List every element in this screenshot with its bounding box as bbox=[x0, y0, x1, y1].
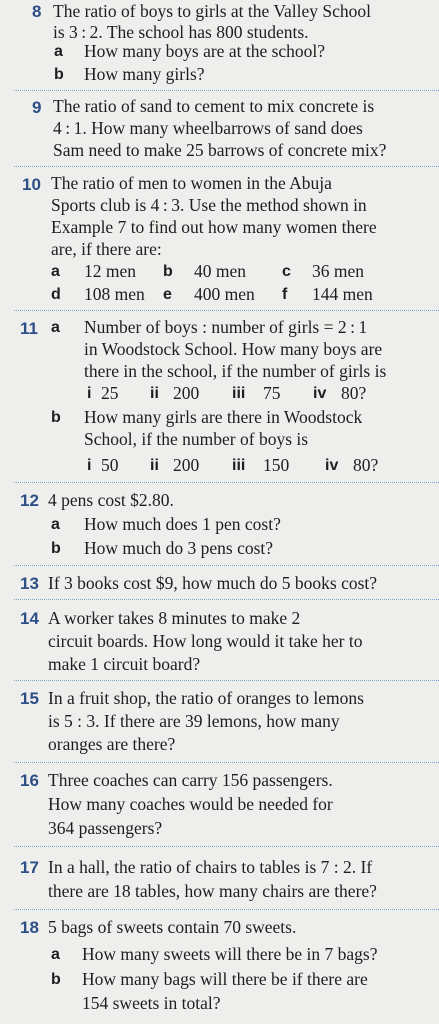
divider bbox=[14, 909, 439, 910]
question-text: are, if there are: bbox=[51, 239, 162, 259]
part-text: How many boys are at the school? bbox=[84, 41, 326, 61]
part-text: 400 men bbox=[194, 284, 255, 304]
question-text: The ratio of boys to girls at the Valley School bbox=[53, 1, 372, 21]
question-text: The ratio of men to women in the Abuja bbox=[51, 173, 332, 193]
divider bbox=[14, 599, 439, 600]
divider bbox=[14, 680, 439, 681]
question-number: 10 bbox=[22, 175, 41, 194]
part-text: 144 men bbox=[312, 284, 373, 304]
roman-text: 80? bbox=[341, 383, 367, 403]
part-label: b bbox=[54, 66, 64, 83]
question-text: Example 7 to find out how many women there bbox=[51, 217, 377, 237]
question-text: In a fruit shop, the ratio of oranges to lemons bbox=[48, 688, 364, 708]
part-label: b bbox=[163, 263, 173, 280]
roman-label: i bbox=[87, 457, 92, 474]
roman-label: iv bbox=[313, 385, 327, 402]
part-text: How much does 1 pen cost? bbox=[84, 514, 281, 534]
part-label: c bbox=[282, 263, 291, 280]
divider bbox=[14, 310, 439, 311]
question-text: there in the school, if the number of girls is bbox=[84, 361, 387, 381]
part-label: b bbox=[51, 409, 61, 426]
part-text: 108 men bbox=[84, 284, 145, 304]
question-number: 16 bbox=[20, 771, 39, 790]
question-text: oranges are there? bbox=[48, 734, 176, 754]
question-text: Sam need to make 25 barrows of concrete mix? bbox=[53, 140, 387, 160]
part-label: a bbox=[51, 516, 60, 533]
divider bbox=[14, 482, 439, 483]
divider bbox=[14, 90, 439, 91]
part-label: d bbox=[51, 286, 61, 303]
part-label: a bbox=[51, 946, 60, 963]
question-text: 4 : 1. How many wheelbarrows of sand does bbox=[53, 118, 363, 138]
question-number: 14 bbox=[20, 609, 39, 628]
question-text: 4 pens cost $2.80. bbox=[48, 490, 174, 510]
part-text: How much do 3 pens cost? bbox=[84, 538, 274, 558]
roman-text: 80? bbox=[353, 455, 379, 475]
part-text: 154 sweets in total? bbox=[82, 993, 221, 1013]
question-number: 15 bbox=[20, 689, 39, 708]
question-text: Number of boys : number of girls = 2 : 1 bbox=[84, 317, 368, 337]
divider bbox=[14, 565, 439, 566]
question-text: School, if the number of boys is bbox=[84, 429, 309, 449]
question-number: 17 bbox=[20, 858, 39, 877]
divider bbox=[14, 166, 439, 167]
question-text: If 3 books cost $9, how much do 5 books cost? bbox=[48, 573, 378, 593]
question-text: The ratio of sand to cement to mix concrete is bbox=[53, 96, 375, 116]
question-text: is 3 : 2. The school has 800 students. bbox=[53, 22, 309, 42]
divider bbox=[14, 846, 439, 847]
part-text: How many girls? bbox=[84, 64, 205, 84]
question-text: Sports club is 4 : 3. Use the method shown in bbox=[51, 195, 367, 215]
part-label: a bbox=[54, 43, 63, 60]
part-label: e bbox=[163, 286, 172, 303]
part-text: How many sweets will there be in 7 bags? bbox=[82, 944, 378, 964]
part-label: b bbox=[51, 540, 61, 557]
question-text: 364 passengers? bbox=[48, 818, 163, 838]
question-text: in Woodstock School. How many boys are bbox=[84, 339, 383, 359]
roman-text: 200 bbox=[173, 383, 200, 403]
roman-text: 200 bbox=[173, 455, 200, 475]
part-text: 40 men bbox=[194, 261, 247, 281]
question-text: A worker takes 8 minutes to make 2 bbox=[48, 608, 301, 628]
part-label: a bbox=[51, 319, 60, 336]
roman-text: 150 bbox=[263, 455, 290, 475]
divider bbox=[14, 762, 439, 763]
roman-text: 25 bbox=[101, 383, 119, 403]
question-text: is 5 : 3. If there are 39 lemons, how many bbox=[48, 711, 340, 731]
question-text: make 1 circuit board? bbox=[48, 654, 201, 674]
part-label: b bbox=[51, 971, 61, 988]
roman-label: i bbox=[87, 385, 92, 402]
part-label: f bbox=[282, 286, 288, 303]
question-text: In a hall, the ratio of chairs to tables is 7 : 2. If bbox=[48, 857, 373, 877]
question-text: 5 bags of sweets contain 70 sweets. bbox=[48, 917, 297, 937]
roman-text: 75 bbox=[263, 383, 281, 403]
part-text: How many bags will there be if there are bbox=[82, 969, 368, 989]
roman-text: 50 bbox=[101, 455, 119, 475]
question-number: 13 bbox=[20, 574, 39, 593]
question-text: How many coaches would be needed for bbox=[48, 794, 333, 814]
roman-label: iv bbox=[325, 457, 339, 474]
question-text: Three coaches can carry 156 passengers. bbox=[48, 770, 333, 790]
roman-label: iii bbox=[232, 385, 246, 402]
question-text: there are 18 tables, how many chairs are there? bbox=[48, 881, 377, 901]
question-number: 11 bbox=[20, 319, 38, 338]
roman-label: ii bbox=[150, 385, 159, 402]
question-text: circuit boards. How long would it take her to bbox=[48, 631, 363, 651]
part-label: a bbox=[51, 263, 60, 280]
roman-label: iii bbox=[232, 457, 246, 474]
question-number: 18 bbox=[20, 918, 39, 937]
question-number: 8 bbox=[32, 2, 42, 21]
roman-label: ii bbox=[150, 457, 159, 474]
question-number: 9 bbox=[32, 98, 42, 117]
part-text: 12 men bbox=[84, 261, 137, 281]
part-text: 36 men bbox=[312, 261, 365, 281]
question-text: How many girls are there in Woodstock bbox=[84, 407, 363, 427]
question-number: 12 bbox=[20, 491, 39, 510]
